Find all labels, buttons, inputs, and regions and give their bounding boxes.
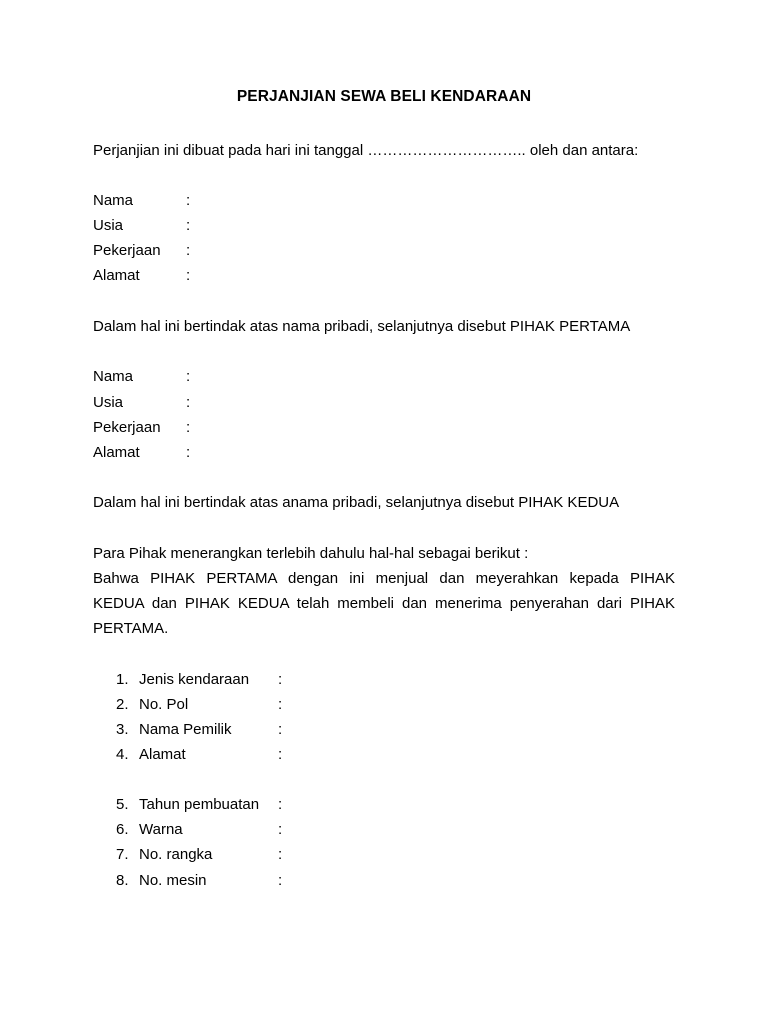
field-label: Nama bbox=[93, 192, 134, 209]
field-label: Nama bbox=[93, 368, 134, 385]
item-label: No. Pol bbox=[139, 696, 189, 713]
field-colon: : bbox=[186, 419, 191, 436]
field-colon: : bbox=[186, 394, 191, 411]
field-colon: : bbox=[186, 368, 191, 385]
item-colon: : bbox=[278, 846, 283, 863]
item-colon: : bbox=[278, 796, 283, 813]
vehicle-item-no-pol bbox=[116, 696, 316, 716]
item-colon: : bbox=[278, 721, 283, 738]
first-party-field-alamat bbox=[93, 267, 293, 287]
vehicle-item-no-mesin bbox=[116, 872, 316, 892]
item-number: 4. bbox=[116, 746, 129, 763]
second-party-field-pekerjaan bbox=[93, 419, 293, 439]
declaration-line: PERTAMA. bbox=[93, 620, 169, 637]
first-party-field-usia bbox=[93, 217, 293, 237]
vehicle-item-warna bbox=[116, 821, 316, 841]
second-party-field-nama bbox=[93, 368, 293, 388]
second-party-statement: Dalam hal ini bertindak atas anama pribadi, selanjutnya disebut PIHAK KEDUA bbox=[93, 494, 620, 511]
item-colon: : bbox=[278, 696, 283, 713]
item-number: 8. bbox=[116, 872, 129, 889]
field-label: Pekerjaan bbox=[93, 242, 161, 259]
item-label: Tahun pembuatan bbox=[139, 796, 260, 813]
declaration-line: Bahwa PIHAK PERTAMA dengan ini menjual dan meyerahkan kepada PIHAK bbox=[93, 570, 675, 587]
item-number: 6. bbox=[116, 821, 129, 838]
item-label: Jenis kendaraan bbox=[139, 671, 250, 688]
item-number: 1. bbox=[116, 671, 129, 688]
field-label: Usia bbox=[93, 217, 124, 234]
vehicle-item-jenis-kendaraan bbox=[116, 671, 316, 691]
item-colon: : bbox=[278, 671, 283, 688]
item-number: 5. bbox=[116, 796, 129, 813]
item-label: Warna bbox=[139, 821, 183, 838]
vehicle-item-alamat bbox=[116, 746, 316, 766]
item-colon: : bbox=[278, 746, 283, 763]
field-colon: : bbox=[186, 444, 191, 461]
document-title: PERJANJIAN SEWA BELI KENDARAAN bbox=[236, 88, 532, 105]
item-number: 7. bbox=[116, 846, 129, 863]
field-colon: : bbox=[186, 192, 191, 209]
item-label: No. mesin bbox=[139, 872, 207, 889]
field-colon: : bbox=[186, 217, 191, 234]
item-number: 3. bbox=[116, 721, 129, 738]
first-party-field-pekerjaan bbox=[93, 242, 293, 262]
item-number: 2. bbox=[116, 696, 129, 713]
intro-text: Perjanjian ini dibuat pada hari ini tanggal ………………………….. oleh dan antara: bbox=[93, 142, 639, 159]
item-label: Nama Pemilik bbox=[139, 721, 232, 738]
field-label: Pekerjaan bbox=[93, 419, 161, 436]
field-colon: : bbox=[186, 242, 191, 259]
item-label: Alamat bbox=[139, 746, 186, 763]
first-party-field-nama bbox=[93, 192, 293, 212]
preamble-text: Para Pihak menerangkan terlebih dahulu hal-hal sebagai berikut : bbox=[93, 545, 529, 562]
field-label: Alamat bbox=[93, 444, 140, 461]
field-label: Alamat bbox=[93, 267, 140, 284]
item-label: No. rangka bbox=[139, 846, 213, 863]
field-colon: : bbox=[186, 267, 191, 284]
second-party-field-usia bbox=[93, 394, 293, 414]
field-label: Usia bbox=[93, 394, 124, 411]
item-colon: : bbox=[278, 821, 283, 838]
item-colon: : bbox=[278, 872, 283, 889]
declaration-line: KEDUA dan PIHAK KEDUA telah membeli dan menerima penyerahan dari PIHAK bbox=[93, 595, 675, 612]
second-party-field-alamat bbox=[93, 444, 293, 464]
vehicle-item-no-rangka bbox=[116, 846, 316, 866]
vehicle-item-nama-pemilik bbox=[116, 721, 316, 741]
vehicle-item-tahun-pembuatan bbox=[116, 796, 316, 816]
first-party-statement: Dalam hal ini bertindak atas nama pribadi, selanjutnya disebut PIHAK PERTAMA bbox=[93, 318, 631, 335]
